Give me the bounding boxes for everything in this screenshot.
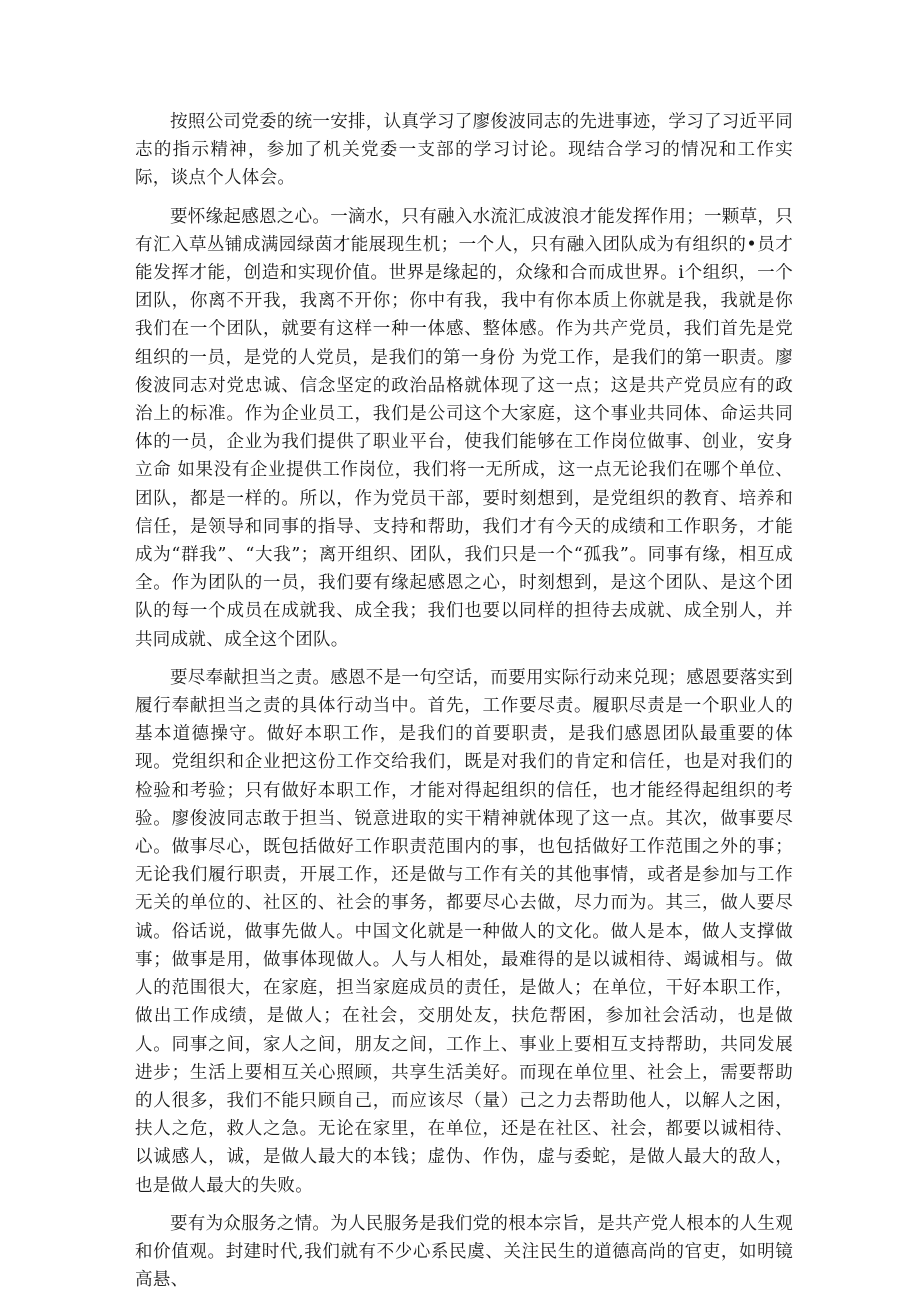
paragraph-responsibility: 要尽奉献担当之责。感恩不是一句空话，而要用实际行动来兑现；感恩要落实到履行奉献担当之责的具体行动当中。首先，工作要尽责。履职尽责是一个职业人的基本道德操守。做好本职工作，是我们的首要职责，是我们感恩团队最重要的体现。党组织和企业把这份工作交给我们，既是对我们的肯定和信任，也是对我们的检验和考验；只有做好本职工作，才能对得起组织的信任，也才能经得起组织的考验。廖俊波同志敢于担当、锐意进取的实干精神就体现了这一点。其次，做事要尽心。做事尽心，既包括做好工作职责范围内的事，也包括做好工作范围之外的事；无论我们履行职责，开展工作，还是做与工作有关的其他事情，或者是参加与工作无关的单位的、社区的、社会的事务，都要尽心去做，尽力而为。其三，做人要尽诚。俗话说，做事先做人。中国文化就是一种做人的文化。做人是本，做人支撑做事；做事是用，做事体现做人。人与人相处，最难得的是以诚相待、竭诚相与。做人的范围很大，在家庭，担当家庭成员的责任，是做人；在单位，干好本职工作，做出工作成绩，是做人；在社会，交朋处友，扶危帮困，参加社会活动，也是做人。同事之间，家人之间，朋友之间，工作上、事业上要相互支持帮助，共同发展进步；生活上要相互关心照顾，共享生活美好。而现在单位里、社会上，需要帮助的人很多，我们不能只顾自己，而应该尽（量）己之力去帮助他人，以解人之困，扶人之危，救人之急。无论在家里，在单位，还是在社区、社会，都要以诚相待、以诚感人，诚，是做人最大的本钱；虚伪、作伪，虚与委蛇，是做人最大的敌人，也是做人最大的失败。: [135, 667, 793, 1196]
paragraph-service: 要有为众服务之情。为人民服务是我们党的根本宗旨，是共产党人根本的人生观和价值观。封建时代,我们就有不少心系民虞、关注民生的道德高尚的官吏，如明镜高悬、: [135, 1213, 793, 1291]
paragraph-gratitude: 要怀缘起感恩之心。一滴水，只有融入水流汇成波浪才能发挥作用；一颗草，只有汇入草丛铺成满园绿茵才能展现生机；一个人，只有融入团队成为有组织的•员才能发挥才能，创造和实现价值。世界是缘起的，众缘和合而成世界。i个组织，一个团队，你离不开我，我离不开你；你中有我，我中有你本质上你就是我，我就是你我们在一个团队，就要有这样一种一体感、整体感。作为共产党员，我们首先是党组织的一员，是党的人党员，是我们的第一身份 为党工作，是我们的第一职责。廖俊波同志对党忠诚、信念坚定的政治品格就体现了这一点；这是共产党员应有的政治上的标准。作为企业员工，我们是公司这个大家庭，这个事业共同体、命运共同体的一员，企业为我们提供了职业平台，使我们能够在工作岗位做事、创业，安身立命 如果没有企业提供工作岗位，我们将一无所成，这一点无论我们在哪个单位、团队，都是一样的。所以，作为党员干部，要时刻想到，是党组织的教育、培养和信任，是领导和同事的指导、支持和帮助，我们才有今天的成绩和工作职务，才能成为“群我”、“大我”；离开组织、团队，我们只是一个“孤我”。同事有缘，相互成全。作为团队的一员，我们要有缘起感恩之心，时刻想到，是这个团队、是这个团队的每一个成员在成就我、成全我；我们也要以同样的担待去成就、成全别人，并共同成就、成全这个团队。: [135, 206, 793, 650]
document-body: [135, 108, 793, 1304]
paragraph-intro: 按照公司党委的统一安排，认真学习了廖俊波同志的先进事迹，学习了习近平同志的指示精神，参加了机关党委一支部的学习讨论。现结合学习的情况和工作实际，谈点个人体会。: [135, 112, 793, 189]
